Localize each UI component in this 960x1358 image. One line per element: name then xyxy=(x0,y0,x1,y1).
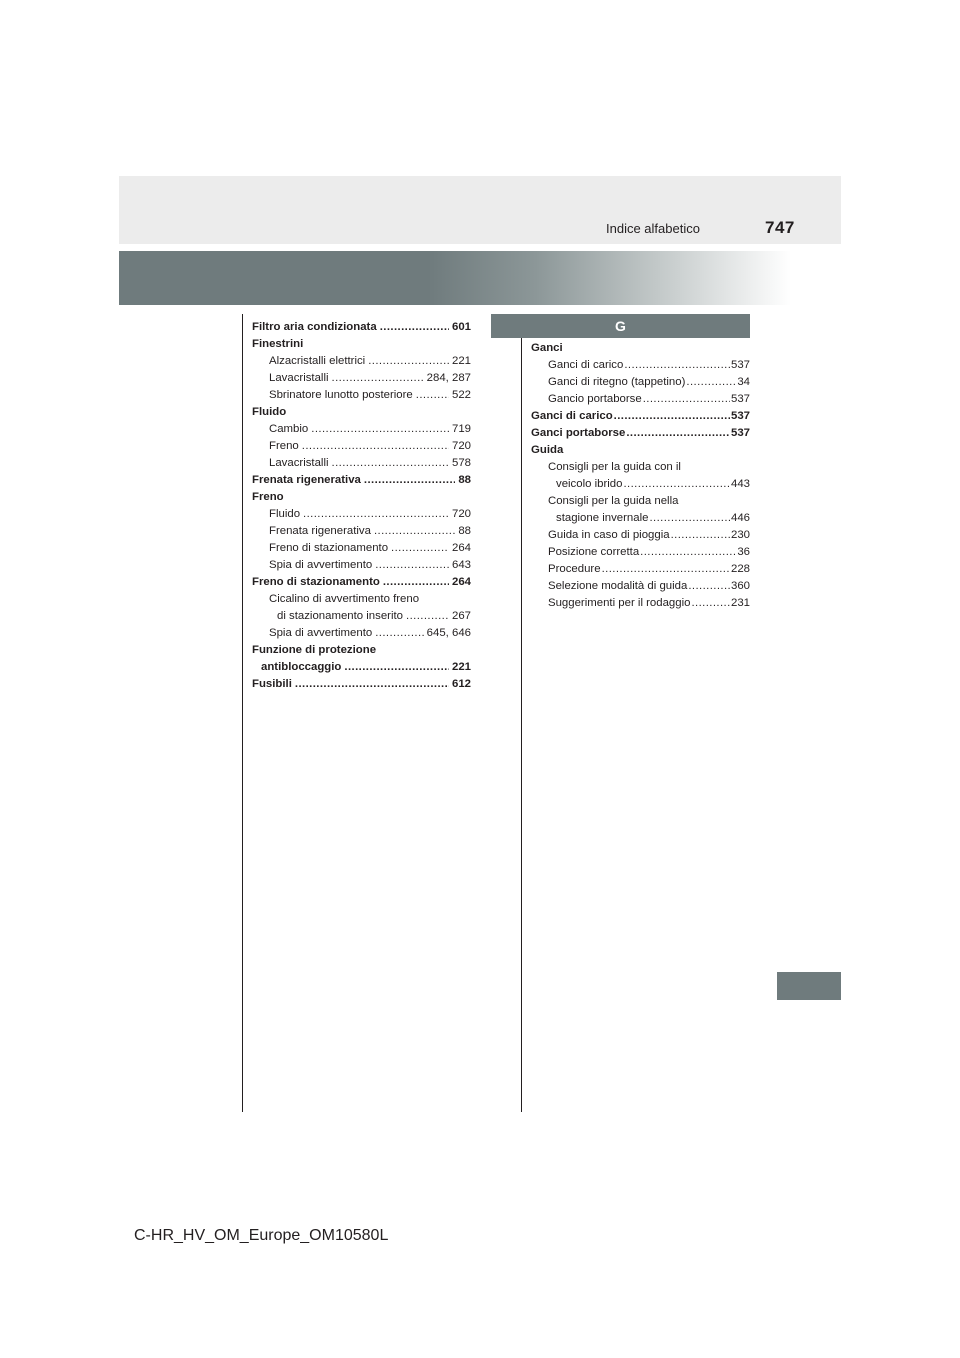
dot-leader xyxy=(302,438,449,455)
header-gradient-bar xyxy=(119,251,791,305)
index-entry xyxy=(531,357,750,374)
index-entry-page: 720 xyxy=(451,508,471,520)
index-entry xyxy=(531,340,750,357)
index-entry-label: Consigli per la guida nella xyxy=(548,495,679,507)
index-entry xyxy=(252,455,471,472)
index-entry-page: 643 xyxy=(451,559,471,571)
index-entry xyxy=(531,459,750,476)
index-entry xyxy=(531,578,750,595)
index-entry-page: 537 xyxy=(730,410,750,422)
dot-leader xyxy=(602,561,730,578)
index-entry-page: 264 xyxy=(451,542,471,554)
index-entry xyxy=(252,506,471,523)
index-entry xyxy=(531,374,750,391)
index-entry xyxy=(252,438,471,455)
index-entry-label: Freno xyxy=(269,440,299,452)
index-entry xyxy=(531,595,750,612)
index-entry-label: Funzione di protezione xyxy=(252,644,377,656)
dot-leader xyxy=(375,625,423,642)
dot-leader xyxy=(391,540,449,557)
header-band xyxy=(119,176,841,244)
dot-leader xyxy=(344,659,449,676)
index-entry-label: veicolo ibrido xyxy=(556,478,623,490)
index-entry xyxy=(252,387,471,404)
dot-leader xyxy=(374,523,455,540)
index-entry-label: Spia di avvertimento xyxy=(269,627,373,639)
index-entry-page: 537 xyxy=(730,393,750,405)
dot-leader xyxy=(624,357,730,374)
index-entry-page: 221 xyxy=(451,355,471,367)
index-entry xyxy=(252,591,471,608)
dot-leader xyxy=(364,472,455,489)
index-entry-label: Procedure xyxy=(548,563,601,575)
index-entry-page: 221 xyxy=(451,661,471,673)
dot-leader xyxy=(640,544,736,561)
index-entry-label: Ganci di ritegno (tappetino) xyxy=(548,376,686,388)
index-entry-label: Finestrini xyxy=(252,338,304,350)
column-divider-right xyxy=(521,314,522,1112)
index-entry-page: 360 xyxy=(730,580,750,592)
dot-leader xyxy=(332,455,449,472)
index-entry-label: Freno di stazionamento xyxy=(269,542,389,554)
index-entry-label: Freno di stazionamento xyxy=(252,576,380,588)
index-entry-page: 720 xyxy=(451,440,471,452)
index-entry xyxy=(531,425,750,442)
index-entry xyxy=(531,544,750,561)
dot-leader xyxy=(375,557,449,574)
dot-leader xyxy=(623,476,730,493)
index-entry-label: Guida in caso di pioggia xyxy=(548,529,670,541)
index-entry-page: 230 xyxy=(730,529,750,541)
index-entry-page: 284, 287 xyxy=(426,372,471,384)
index-entry xyxy=(252,625,471,642)
index-entry-label: Lavacristalli xyxy=(269,372,329,384)
index-entry-label: Frenata rigenerativa xyxy=(269,525,371,537)
index-entry-label: Fusibili xyxy=(252,678,292,690)
index-entry xyxy=(252,353,471,370)
index-entry-label: Suggerimenti per il rodaggio xyxy=(548,597,691,609)
index-entry xyxy=(531,561,750,578)
index-entry-label: Ganci di carico xyxy=(548,359,624,371)
dot-leader xyxy=(416,387,449,404)
index-entry xyxy=(252,370,471,387)
index-entry-label: Ganci xyxy=(531,342,563,354)
index-entry xyxy=(252,642,471,659)
index-entry-page: 537 xyxy=(730,359,750,371)
index-entry-page: 267 xyxy=(451,610,471,622)
page-number: 747 xyxy=(765,218,795,237)
dot-leader xyxy=(686,374,736,391)
index-entry xyxy=(531,493,750,510)
index-entry-page: 446 xyxy=(730,512,750,524)
index-entry-label: Ganci portaborse xyxy=(531,427,626,439)
index-entry xyxy=(252,557,471,574)
index-entry xyxy=(531,391,750,408)
index-entry-label: Cambio xyxy=(269,423,309,435)
index-entry-label: Cicalino di avvertimento freno xyxy=(269,593,420,605)
index-entry-page: 645, 646 xyxy=(426,627,471,639)
index-entry-page: 537 xyxy=(730,427,750,439)
index-entry-label: Fluido xyxy=(269,508,301,520)
dot-leader xyxy=(626,425,730,442)
index-entry xyxy=(252,523,471,540)
index-entry xyxy=(252,319,471,336)
index-entry-page: 601 xyxy=(451,321,471,333)
index-entry xyxy=(531,408,750,425)
index-entry-page: 443 xyxy=(730,478,750,490)
index-column-right xyxy=(531,340,750,612)
dot-leader xyxy=(332,370,424,387)
column-divider-left xyxy=(242,314,243,1112)
dot-leader xyxy=(383,574,449,591)
index-entry xyxy=(252,540,471,557)
index-entry xyxy=(252,659,471,676)
index-entry-label: Sbrinatore lunotto posteriore xyxy=(269,389,413,401)
index-entry-page: 264 xyxy=(451,576,471,588)
dot-leader xyxy=(406,608,449,625)
index-entry-label: antibloccaggio xyxy=(261,661,342,673)
index-entry-label: Lavacristalli xyxy=(269,457,329,469)
index-entry xyxy=(252,472,471,489)
section-title: Indice alfabetico xyxy=(606,221,700,236)
index-entry-label: di stazionamento inserito xyxy=(277,610,403,622)
index-entry-label: Posizione corretta xyxy=(548,546,640,558)
index-entry xyxy=(252,421,471,438)
index-entry-label: Gancio portaborse xyxy=(548,393,642,405)
index-entry-page: 88 xyxy=(458,525,471,537)
index-entry xyxy=(531,476,750,493)
index-entry-page: 578 xyxy=(451,457,471,469)
index-entry-page: 88 xyxy=(458,474,471,486)
index-entry-page: 36 xyxy=(737,546,750,558)
index-entry xyxy=(252,336,471,353)
letter-heading: G xyxy=(491,314,750,338)
index-entry-label: Freno xyxy=(252,491,284,503)
dot-leader xyxy=(295,676,449,693)
dot-leader xyxy=(614,408,730,425)
index-entry-page: 522 xyxy=(451,389,471,401)
index-entry xyxy=(252,608,471,625)
index-entry xyxy=(252,676,471,693)
index-entry xyxy=(531,442,750,459)
dot-leader xyxy=(303,506,449,523)
index-entry-label: Guida xyxy=(531,444,564,456)
dot-leader xyxy=(649,510,730,527)
index-entry xyxy=(531,510,750,527)
index-entry-label: Fluido xyxy=(252,406,287,418)
index-entry-page: 228 xyxy=(730,563,750,575)
dot-leader xyxy=(368,353,449,370)
index-entry-label: stagione invernale xyxy=(556,512,649,524)
dot-leader xyxy=(311,421,449,438)
index-entry-page: 34 xyxy=(737,376,750,388)
index-entry-page: 231 xyxy=(730,597,750,609)
index-entry-label: Alzacristalli elettrici xyxy=(269,355,366,367)
index-entry-page: 719 xyxy=(451,423,471,435)
dot-leader xyxy=(691,595,730,612)
index-entry xyxy=(252,404,471,421)
index-entry xyxy=(531,527,750,544)
section-side-tab xyxy=(777,972,841,1000)
dot-leader xyxy=(671,527,730,544)
index-entry-label: Frenata rigenerativa xyxy=(252,474,361,486)
dot-leader xyxy=(380,319,449,336)
index-entry-page: 612 xyxy=(451,678,471,690)
index-entry-label: Ganci di carico xyxy=(531,410,613,422)
footer-doc-code: C-HR_HV_OM_Europe_OM10580L xyxy=(134,1227,389,1244)
index-entry xyxy=(252,574,471,591)
index-entry-label: Spia di avvertimento xyxy=(269,559,373,571)
index-column-left xyxy=(252,319,471,693)
dot-leader xyxy=(688,578,730,595)
index-entry-label: Filtro aria condizionata xyxy=(252,321,377,333)
dot-leader xyxy=(643,391,730,408)
index-entry-label: Selezione modalità di guida xyxy=(548,580,688,592)
index-entry xyxy=(252,489,471,506)
index-entry-label: Consigli per la guida con il xyxy=(548,461,681,473)
